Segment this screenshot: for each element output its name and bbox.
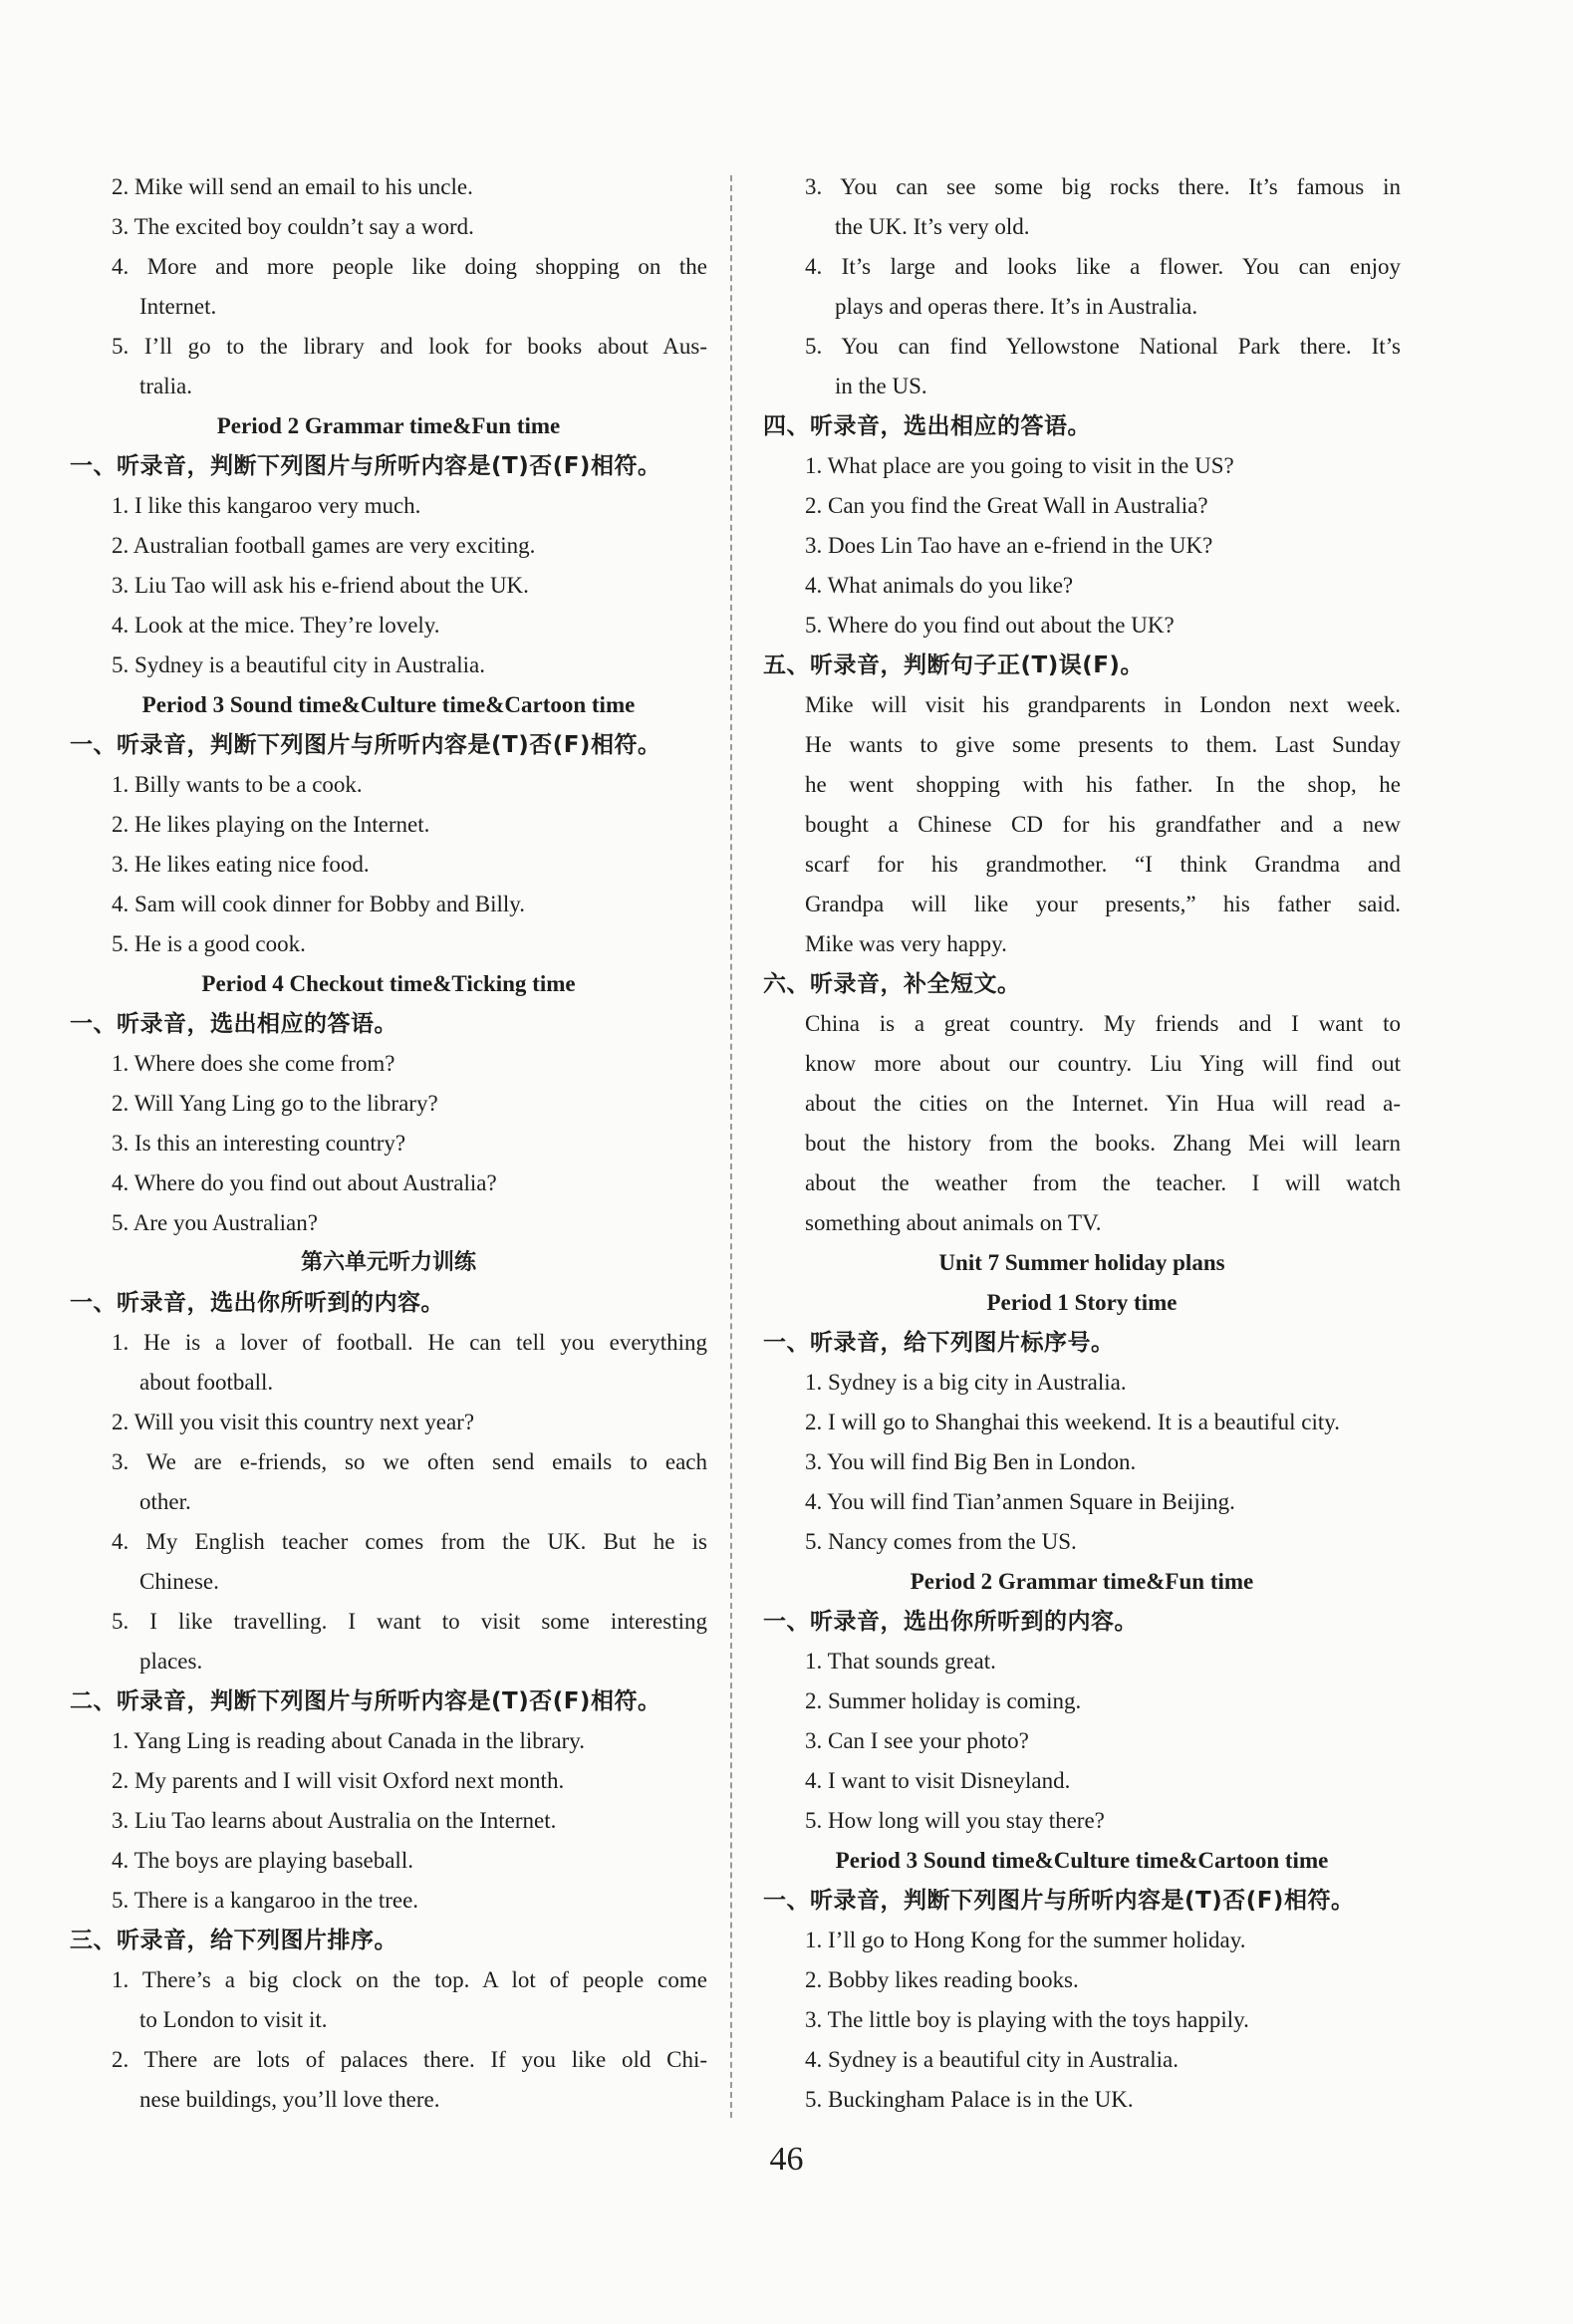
list-item: 2. Can you find the Great Wall in Australia? bbox=[805, 493, 1208, 518]
list-item: 3. Does Lin Tao have an e-friend in the UK? bbox=[805, 533, 1213, 558]
passage-line: about the cities on the Internet. Yin Hua will read a- bbox=[805, 1091, 1401, 1116]
list-item: 1. Yang Ling is reading about Canada in the library. bbox=[112, 1728, 586, 1753]
passage-line: something about animals on TV. bbox=[805, 1210, 1102, 1235]
list-item: 2. Summer holiday is coming. bbox=[805, 1688, 1082, 1713]
item-continuation: to London to visit it. bbox=[139, 2007, 328, 2032]
list-item: 1. Where does she come from? bbox=[112, 1051, 395, 1076]
list-item: 2. There are lots of palaces there. If you like old Chi- bbox=[112, 2047, 707, 2072]
passage-line: Mike was very happy. bbox=[805, 931, 1007, 956]
passage-line: about the weather from the teacher. I will watch bbox=[805, 1170, 1401, 1195]
section-heading: 一、听录音，选出相应的答语。 bbox=[70, 1011, 397, 1037]
item-continuation: Internet. bbox=[139, 294, 217, 319]
list-item: 5. I’ll go to the library and look for books about Aus- bbox=[112, 334, 707, 359]
period-heading: Unit 7 Summer holiday plans bbox=[938, 1250, 1225, 1275]
list-item: 3. The excited boy couldn’t say a word. bbox=[112, 214, 474, 239]
list-item: 3. You will find Big Ben in London. bbox=[805, 1449, 1137, 1474]
list-item: 2. Will you visit this country next year? bbox=[112, 1410, 475, 1434]
list-item: 3. We are e-friends, so we often send emails to each bbox=[112, 1449, 707, 1474]
list-item: 5. Sydney is a beautiful city in Australia. bbox=[112, 652, 485, 677]
section-heading: 一、听录音，判断下列图片与所听内容是(T)否(F)相符。 bbox=[70, 732, 661, 758]
list-item: 4. Look at the mice. They’re lovely. bbox=[112, 613, 440, 638]
list-item: 4. What animals do you like? bbox=[805, 573, 1074, 598]
list-item: 1. He is a lover of football. He can tell you everything bbox=[112, 1330, 707, 1355]
list-item: 3. Liu Tao will ask his e-friend about the UK. bbox=[112, 573, 529, 598]
list-item: 4. More and more people like doing shopping on the bbox=[112, 254, 707, 279]
list-item: 1. I’ll go to Hong Kong for the summer holiday. bbox=[805, 1928, 1246, 1952]
list-item: 5. Nancy comes from the US. bbox=[805, 1529, 1077, 1554]
list-item: 2. Will Yang Ling go to the library? bbox=[112, 1091, 438, 1116]
list-item: 5. He is a good cook. bbox=[112, 931, 306, 956]
item-continuation: in the US. bbox=[835, 374, 927, 398]
list-item: 4. It’s large and looks like a flower. You can enjoy bbox=[805, 254, 1401, 279]
right-column bbox=[763, 167, 1401, 2120]
section-heading: 二、听录音，判断下列图片与所听内容是(T)否(F)相符。 bbox=[70, 1688, 661, 1714]
list-item: 5. How long will you stay there? bbox=[805, 1808, 1105, 1833]
period-heading: Period 2 Grammar time&Fun time bbox=[910, 1569, 1254, 1594]
list-item: 3. He likes eating nice food. bbox=[112, 852, 370, 877]
period-heading: Period 4 Checkout time&Ticking time bbox=[201, 971, 576, 996]
item-continuation: plays and operas there. It’s in Australia. bbox=[835, 294, 1198, 319]
list-item: 4. My English teacher comes from the UK. But he is bbox=[112, 1529, 707, 1554]
list-item: 4. I want to visit Disneyland. bbox=[805, 1768, 1071, 1793]
list-item: 3. Is this an interesting country? bbox=[112, 1131, 406, 1156]
period-heading: Period 2 Grammar time&Fun time bbox=[216, 413, 561, 438]
list-item: 5. Are you Australian? bbox=[112, 1210, 318, 1235]
list-item: 1. Sydney is a big city in Australia. bbox=[805, 1370, 1127, 1395]
list-item: 5. I like travelling. I want to visit some interesting bbox=[112, 1609, 707, 1634]
period-heading: Period 3 Sound time&Culture time&Cartoon time bbox=[835, 1848, 1329, 1873]
passage-line: know more about our country. Liu Ying will find out bbox=[805, 1051, 1401, 1076]
passage-line: Grandpa will like your presents,” his father said. bbox=[805, 892, 1401, 916]
section-heading: 一、听录音，判断下列图片与所听内容是(T)否(F)相符。 bbox=[763, 1888, 1355, 1914]
unit-heading: 第六单元听力训练 bbox=[300, 1250, 476, 1275]
list-item: 5. Where do you find out about the UK? bbox=[805, 613, 1175, 638]
list-item: 4. The boys are playing baseball. bbox=[112, 1848, 413, 1873]
passage-line: scarf for his grandmother. “I think Grandma and bbox=[805, 852, 1401, 877]
list-item: 1. What place are you going to visit in the US? bbox=[805, 453, 1234, 478]
passage-line: he went shopping with his father. In the shop, he bbox=[805, 772, 1401, 797]
list-item: 4. You will find Tian’anmen Square in Beijing. bbox=[805, 1489, 1235, 1514]
item-continuation: about football. bbox=[139, 1370, 274, 1395]
list-item: 3. You can see some big rocks there. It’s famous in bbox=[805, 174, 1401, 199]
passage-line: bout the history from the books. Zhang Mei will learn bbox=[805, 1131, 1401, 1156]
list-item: 5. Buckingham Palace is in the UK. bbox=[805, 2087, 1134, 2112]
section-heading: 一、听录音，给下列图片标序号。 bbox=[763, 1330, 1115, 1356]
section-heading: 五、听录音，判断句子正(T)误(F)。 bbox=[763, 652, 1144, 678]
passage-line: Mike will visit his grandparents in London next week. bbox=[805, 692, 1401, 717]
item-continuation: other. bbox=[139, 1489, 191, 1514]
passage-line: China is a great country. My friends and I want to bbox=[805, 1011, 1401, 1036]
list-item: 3. The little boy is playing with the toys happily. bbox=[805, 2007, 1249, 2032]
column-divider bbox=[730, 175, 732, 2118]
section-heading: 四、听录音，选出相应的答语。 bbox=[763, 413, 1091, 439]
passage-line: He wants to give some presents to them. Last Sunday bbox=[805, 732, 1401, 757]
list-item: 2. Bobby likes reading books. bbox=[805, 1967, 1079, 1992]
list-item: 2. Australian football games are very exciting. bbox=[112, 533, 536, 558]
left-column bbox=[70, 167, 707, 2120]
section-heading: 一、听录音，判断下列图片与所听内容是(T)否(F)相符。 bbox=[70, 453, 661, 479]
list-item: 5. There is a kangaroo in the tree. bbox=[112, 1888, 419, 1913]
section-heading: 三、听录音，给下列图片排序。 bbox=[70, 1928, 397, 1953]
item-continuation: tralia. bbox=[139, 374, 192, 398]
list-item: 1. There’s a big clock on the top. A lot of people come bbox=[112, 1967, 707, 1992]
section-heading: 一、听录音，选出你所听到的内容。 bbox=[70, 1290, 444, 1316]
period-heading: Period 1 Story time bbox=[986, 1290, 1178, 1315]
item-continuation: Chinese. bbox=[139, 1569, 219, 1594]
list-item: 4. Sam will cook dinner for Bobby and Billy. bbox=[112, 892, 526, 916]
list-item: 1. That sounds great. bbox=[805, 1649, 996, 1674]
list-item: 4. Where do you find out about Australia? bbox=[112, 1170, 497, 1195]
section-heading: 一、听录音，选出你所听到的内容。 bbox=[763, 1609, 1138, 1635]
list-item: 1. I like this kangaroo very much. bbox=[112, 493, 421, 518]
list-item: 2. My parents and I will visit Oxford next month. bbox=[112, 1768, 565, 1793]
section-heading: 六、听录音，补全短文。 bbox=[763, 971, 1021, 997]
page-number: 46 bbox=[769, 2141, 804, 2178]
item-continuation: nese buildings, you’ll love there. bbox=[139, 2087, 440, 2112]
list-item: 2. Mike will send an email to his uncle. bbox=[112, 174, 473, 199]
list-item: 1. Billy wants to be a cook. bbox=[112, 772, 363, 797]
list-item: 3. Can I see your photo? bbox=[805, 1728, 1029, 1753]
list-item: 2. I will go to Shanghai this weekend. It is a beautiful city. bbox=[805, 1410, 1340, 1434]
passage-line: bought a Chinese CD for his grandfather and a new bbox=[805, 812, 1401, 837]
list-item: 3. Liu Tao learns about Australia on the Internet. bbox=[112, 1808, 557, 1833]
period-heading: Period 3 Sound time&Culture time&Cartoon time bbox=[141, 692, 636, 717]
list-item: 2. He likes playing on the Internet. bbox=[112, 812, 430, 837]
item-continuation: the UK. It’s very old. bbox=[835, 214, 1030, 239]
item-continuation: places. bbox=[139, 1649, 203, 1674]
list-item: 5. You can find Yellowstone National Park there. It’s bbox=[805, 334, 1401, 359]
list-item: 4. Sydney is a beautiful city in Australia. bbox=[805, 2047, 1179, 2072]
